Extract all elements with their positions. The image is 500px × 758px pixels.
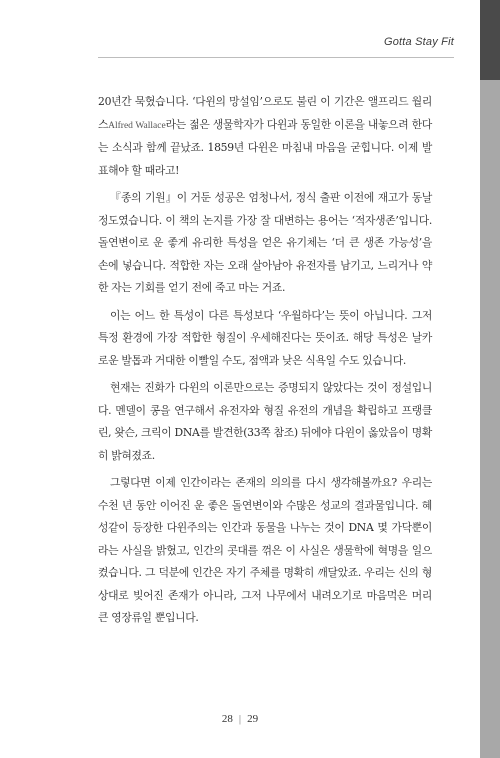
body-text xyxy=(98,91,432,635)
running-title: Gotta Stay Fit xyxy=(383,36,454,48)
paragraph-4: 현재는 진화가 다윈의 이론만으로는 증명되지 않았다는 것이 정설입니다. 멘델이 콩을 연구해서 유전자와 형질 유전의 개념을 확립하고 프랭클린, 왓슨, 크릭이 DNA를 발견한(33쪽 참조) 뒤에야 다윈이 옳았음이 명확히 밝혀졌죠. xyxy=(98,381,432,462)
page-number-right: 29 xyxy=(247,713,259,725)
paragraph-5: 그렇다면 이제 인간이라는 존재의 의의를 다시 생각해볼까요? 우리는 수천 년 동안 이어진 운 좋은 돌연변이와 수많은 성교의 결과물입니다. 혜성같이 등장한 다윈주의는 인간과 동물을 나누는 것이 DNA 몇 가닥뿐이라는 사실을 밝혔고, 인간의 콧대를 꺾은 이 사실은 생물학에 혁명을 일으켰습니다. 그 덕분에 인간은 자기 주체를 명확히 깨달았죠. 우리는 신의 형상대로 빚어진 존재가 아니라, 그저 나무에서 내려오기로 마음먹은 머리 큰 영장류일 뿐입니다. xyxy=(98,476,432,624)
paragraph-1-part-a: 20년간 묵혔습니다. ‘다윈의 망설임’으로도 불린 이 기간은 앨프리드 월리스 xyxy=(98,95,432,131)
name-annotation: Alfred Wallace xyxy=(108,120,166,131)
paragraph-2: 『종의 기원』이 거둔 성공은 엄청나서, 정식 출판 이전에 재고가 동날 정도였습니다. 이 책의 논지를 가장 잘 대변하는 용어는 ‘적자생존’입니다. 돌연변이로 운 좋게 유리한 특성을 얻은 유기체는 ‘더 큰 생존 가능성’을 손에 넣습니다. 적합한 자는 오래 살아남아 유전자를 남기고, 느리거나 약한 자는 기회를 얻기 전에 죽고 마는 거죠. xyxy=(98,191,432,294)
page-number-separator: | xyxy=(238,713,242,725)
page-number-left: 28 xyxy=(221,713,233,725)
page-numbers xyxy=(0,713,480,725)
paragraph-1-part-b: 라는 젊은 생물학자가 다윈과 동일한 이론을 내놓으려 한다는 소식과 함께 끝났죠. 1859년 다윈은 마침내 마음을 굳힙니다. 이제 발표해야 할 때라고! xyxy=(98,117,432,177)
page-edge-tab-marker xyxy=(480,0,500,80)
header-divider xyxy=(98,57,454,58)
paragraph-3: 이는 어느 한 특성이 다른 특성보다 ‘우월하다’는 뜻이 아닙니다. 그저 특정 환경에 가장 적합한 형질이 우세해진다는 뜻이죠. 해당 특성은 날카로운 발톱과 거대한 이빨일 수도, 점액과 낮은 식욕일 수도 있습니다. xyxy=(98,308,432,367)
page-edge-tab xyxy=(480,0,500,758)
paragraph-1 xyxy=(98,91,432,182)
